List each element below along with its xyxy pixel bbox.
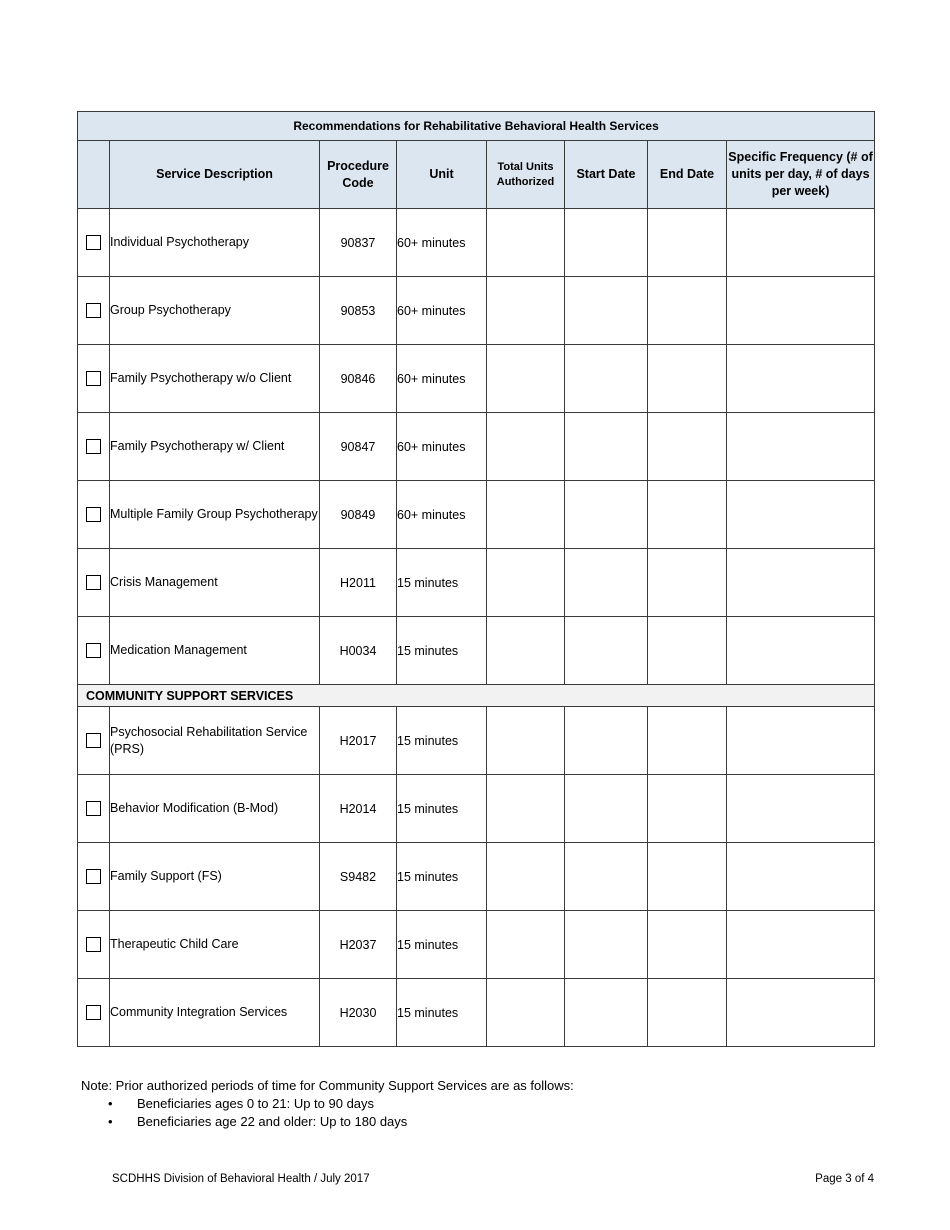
header-checkbox-column [78,141,110,209]
procedure-code: 90846 [320,345,397,413]
header-frequency: Specific Frequency (# of units per day, # of days per week) [727,141,875,209]
service-description: Crisis Management [110,549,320,617]
procedure-code: 90837 [320,209,397,277]
procedure-code: H2011 [320,549,397,617]
start-date-field[interactable] [565,549,648,617]
footer-source: SCDHHS Division of Behavioral Health / July 2017 [112,1173,370,1185]
checkbox-cell [78,843,110,911]
procedure-code: 90849 [320,481,397,549]
frequency-field[interactable] [727,617,875,685]
table-row [78,911,875,979]
bullet-icon: • [108,1114,113,1129]
end-date-field[interactable] [648,209,727,277]
footer-page-number: Page 3 of 4 [815,1173,874,1185]
total-units-field[interactable] [487,979,565,1047]
checkbox-cell [78,707,110,775]
total-units-field[interactable] [487,843,565,911]
end-date-field[interactable] [648,707,727,775]
unit: 15 minutes [397,707,487,775]
unit: 60+ minutes [397,481,487,549]
service-description: Community Integration Services [110,979,320,1047]
procedure-code: H2014 [320,775,397,843]
table-row [78,707,875,775]
frequency-field[interactable] [727,911,875,979]
checkbox-cell [78,209,110,277]
checkbox-cell [78,345,110,413]
checkbox-cell [78,979,110,1047]
table-row [78,209,875,277]
checkbox-cell [78,775,110,843]
table-row [78,277,875,345]
service-checkbox[interactable] [86,439,101,454]
community-service-rows [78,707,875,1047]
total-units-field[interactable] [487,775,565,843]
table-row [78,617,875,685]
checkbox-cell [78,413,110,481]
start-date-field[interactable] [565,775,648,843]
total-units-field[interactable] [487,345,565,413]
frequency-field[interactable] [727,277,875,345]
unit: 60+ minutes [397,277,487,345]
header-end-date: End Date [648,141,727,209]
service-description: Group Psychotherapy [110,277,320,345]
frequency-field[interactable] [727,979,875,1047]
start-date-field[interactable] [565,277,648,345]
end-date-field[interactable] [648,481,727,549]
table-row [78,775,875,843]
service-description: Family Support (FS) [110,843,320,911]
end-date-field[interactable] [648,345,727,413]
procedure-code: H2030 [320,979,397,1047]
frequency-field[interactable] [727,775,875,843]
services-table [77,111,875,1047]
service-checkbox[interactable] [86,869,101,884]
service-description: Individual Psychotherapy [110,209,320,277]
table-row [78,843,875,911]
end-date-field[interactable] [648,549,727,617]
total-units-field[interactable] [487,617,565,685]
end-date-field[interactable] [648,843,727,911]
procedure-code: S9482 [320,843,397,911]
total-units-field[interactable] [487,707,565,775]
frequency-field[interactable] [727,345,875,413]
start-date-field[interactable] [565,345,648,413]
end-date-field[interactable] [648,413,727,481]
procedure-code: 90847 [320,413,397,481]
unit: 60+ minutes [397,413,487,481]
service-description: Behavior Modification (B-Mod) [110,775,320,843]
total-units-field[interactable] [487,413,565,481]
service-description: Medication Management [110,617,320,685]
checkbox-cell [78,617,110,685]
service-description: Multiple Family Group Psychotherapy [110,481,320,549]
note-item: • Beneficiaries ages 0 to 21: Up to 90 days [108,1096,375,1111]
unit: 15 minutes [397,549,487,617]
end-date-field[interactable] [648,775,727,843]
note-item: • Beneficiaries age 22 and older: Up to 180 days [108,1114,408,1129]
start-date-field[interactable] [565,617,648,685]
table-row [78,549,875,617]
unit: 15 minutes [397,617,487,685]
total-units-field[interactable] [487,277,565,345]
table-row [78,979,875,1047]
service-checkbox[interactable] [86,575,101,590]
checkbox-cell [78,481,110,549]
total-units-field[interactable] [487,911,565,979]
checkbox-cell [78,911,110,979]
procedure-code: H0034 [320,617,397,685]
frequency-field[interactable] [727,481,875,549]
service-checkbox[interactable] [86,733,101,748]
service-description: Family Psychotherapy w/ Client [110,413,320,481]
frequency-field[interactable] [727,413,875,481]
service-checkbox[interactable] [86,371,101,386]
checkbox-cell [78,277,110,345]
header-total-units: Total Units Authorized [487,141,565,209]
service-description: Therapeutic Child Care [110,911,320,979]
unit: 15 minutes [397,775,487,843]
service-checkbox[interactable] [86,235,101,250]
service-description: Family Psychotherapy w/o Client [110,345,320,413]
total-units-field[interactable] [487,549,565,617]
service-checkbox[interactable] [86,643,101,658]
start-date-field[interactable] [565,911,648,979]
service-checkbox[interactable] [86,937,101,952]
header-unit: Unit [397,141,487,209]
note-list [81,1095,574,1131]
frequency-field[interactable] [727,209,875,277]
header-row [78,141,875,209]
unit: 60+ minutes [397,345,487,413]
end-date-field[interactable] [648,617,727,685]
procedure-code: H2037 [320,911,397,979]
total-units-field[interactable] [487,209,565,277]
community-support-section-label: COMMUNITY SUPPORT SERVICES [78,685,875,707]
start-date-field[interactable] [565,843,648,911]
start-date-field[interactable] [565,413,648,481]
start-date-field[interactable] [565,707,648,775]
table-row [78,481,875,549]
note-block [81,1077,574,1131]
procedure-code: H2017 [320,707,397,775]
frequency-field[interactable] [727,843,875,911]
start-date-field[interactable] [565,209,648,277]
service-checkbox[interactable] [86,303,101,318]
frequency-field[interactable] [727,549,875,617]
service-description: Psychosocial Rehabilitation Service (PRS) [110,707,320,775]
end-date-field[interactable] [648,979,727,1047]
end-date-field[interactable] [648,911,727,979]
table-title: Recommendations for Rehabilitative Behavioral Health Services [78,112,875,141]
checkbox-cell [78,549,110,617]
table-row [78,345,875,413]
service-checkbox[interactable] [86,507,101,522]
procedure-code: 90853 [320,277,397,345]
header-service-description: Service Description [110,141,320,209]
unit: 15 minutes [397,979,487,1047]
main-service-rows [78,209,875,685]
total-units-field[interactable] [487,481,565,549]
unit: 60+ minutes [397,209,487,277]
end-date-field[interactable] [648,277,727,345]
unit: 15 minutes [397,843,487,911]
start-date-field[interactable] [565,979,648,1047]
frequency-field[interactable] [727,707,875,775]
header-procedure-code: Procedure Code [320,141,397,209]
service-checkbox[interactable] [86,1005,101,1020]
service-checkbox[interactable] [86,801,101,816]
header-start-date: Start Date [565,141,648,209]
unit: 15 minutes [397,911,487,979]
bullet-icon: • [108,1096,113,1111]
start-date-field[interactable] [565,481,648,549]
table-row [78,413,875,481]
note-intro: Note: Prior authorized periods of time for Community Support Services are as follows: [81,1078,574,1093]
